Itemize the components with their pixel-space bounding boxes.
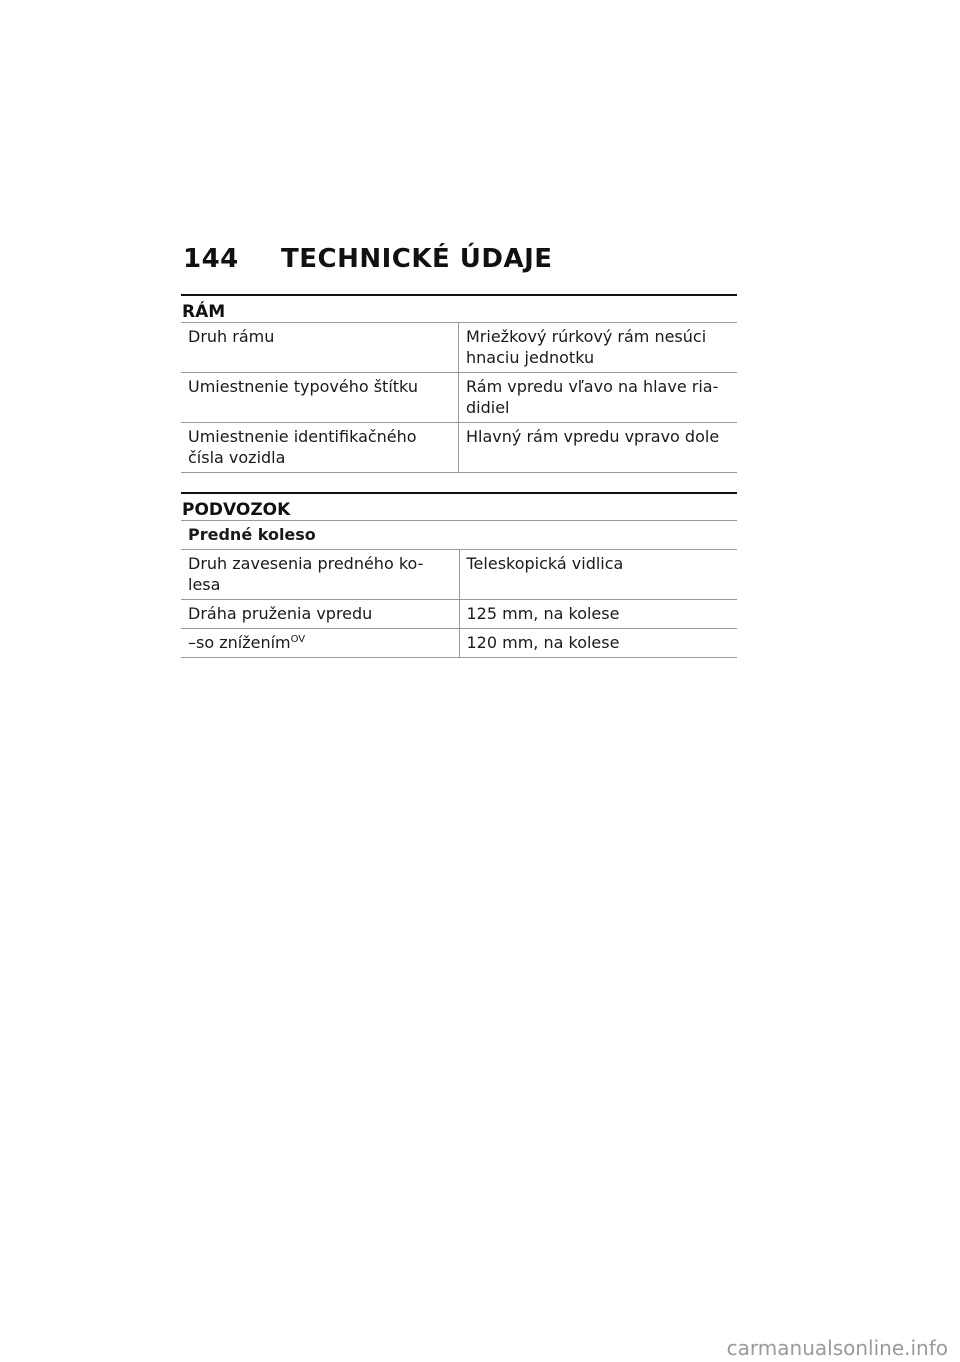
spec-value: 120 mm, na kolese	[459, 629, 737, 658]
chassis-section	[181, 492, 737, 658]
spec-value: Hlavný rám vpredu vpravo dole	[459, 423, 738, 473]
spec-label: Druh zavesenia predného ko-lesa	[181, 550, 459, 600]
table-row	[181, 373, 737, 423]
spec-value: Mriežkový rúrkový rám nesúci hnaciu jednotku	[459, 323, 738, 373]
table-row	[181, 323, 737, 373]
spec-label: Umiestnenie typového štítku	[181, 373, 459, 423]
page-title: TECHNICKÉ ÚDAJE	[281, 244, 553, 274]
option-superscript: OV	[290, 634, 306, 645]
chassis-spec-table	[181, 520, 737, 658]
table-row	[181, 550, 737, 600]
table-row	[181, 629, 737, 658]
spec-label: Druh rámu	[181, 323, 459, 373]
page-header	[183, 244, 553, 274]
frame-section	[181, 294, 737, 473]
table-row	[181, 521, 737, 550]
spec-value: Rám vpredu vľavo na hlave ria-didiel	[459, 373, 738, 423]
table-row	[181, 423, 737, 473]
subheading-front-wheel: Predné koleso	[181, 521, 737, 550]
spec-value: Teleskopická vidlica	[459, 550, 737, 600]
spec-label: Umiestnenie identifikačného čísla vozidla	[181, 423, 459, 473]
spec-label-text: –so znížením	[188, 633, 291, 652]
frame-spec-table	[181, 322, 737, 473]
spec-label: Dráha pruženia vpredu	[181, 600, 459, 629]
table-row	[181, 600, 737, 629]
spec-value: 125 mm, na kolese	[459, 600, 737, 629]
page-number: 144	[183, 244, 239, 274]
frame-section-title: RÁM	[182, 302, 226, 322]
spec-label-lowered	[181, 629, 459, 658]
chassis-section-title: PODVOZOK	[182, 500, 291, 520]
watermark: carmanualsonline.info	[726, 1336, 948, 1360]
